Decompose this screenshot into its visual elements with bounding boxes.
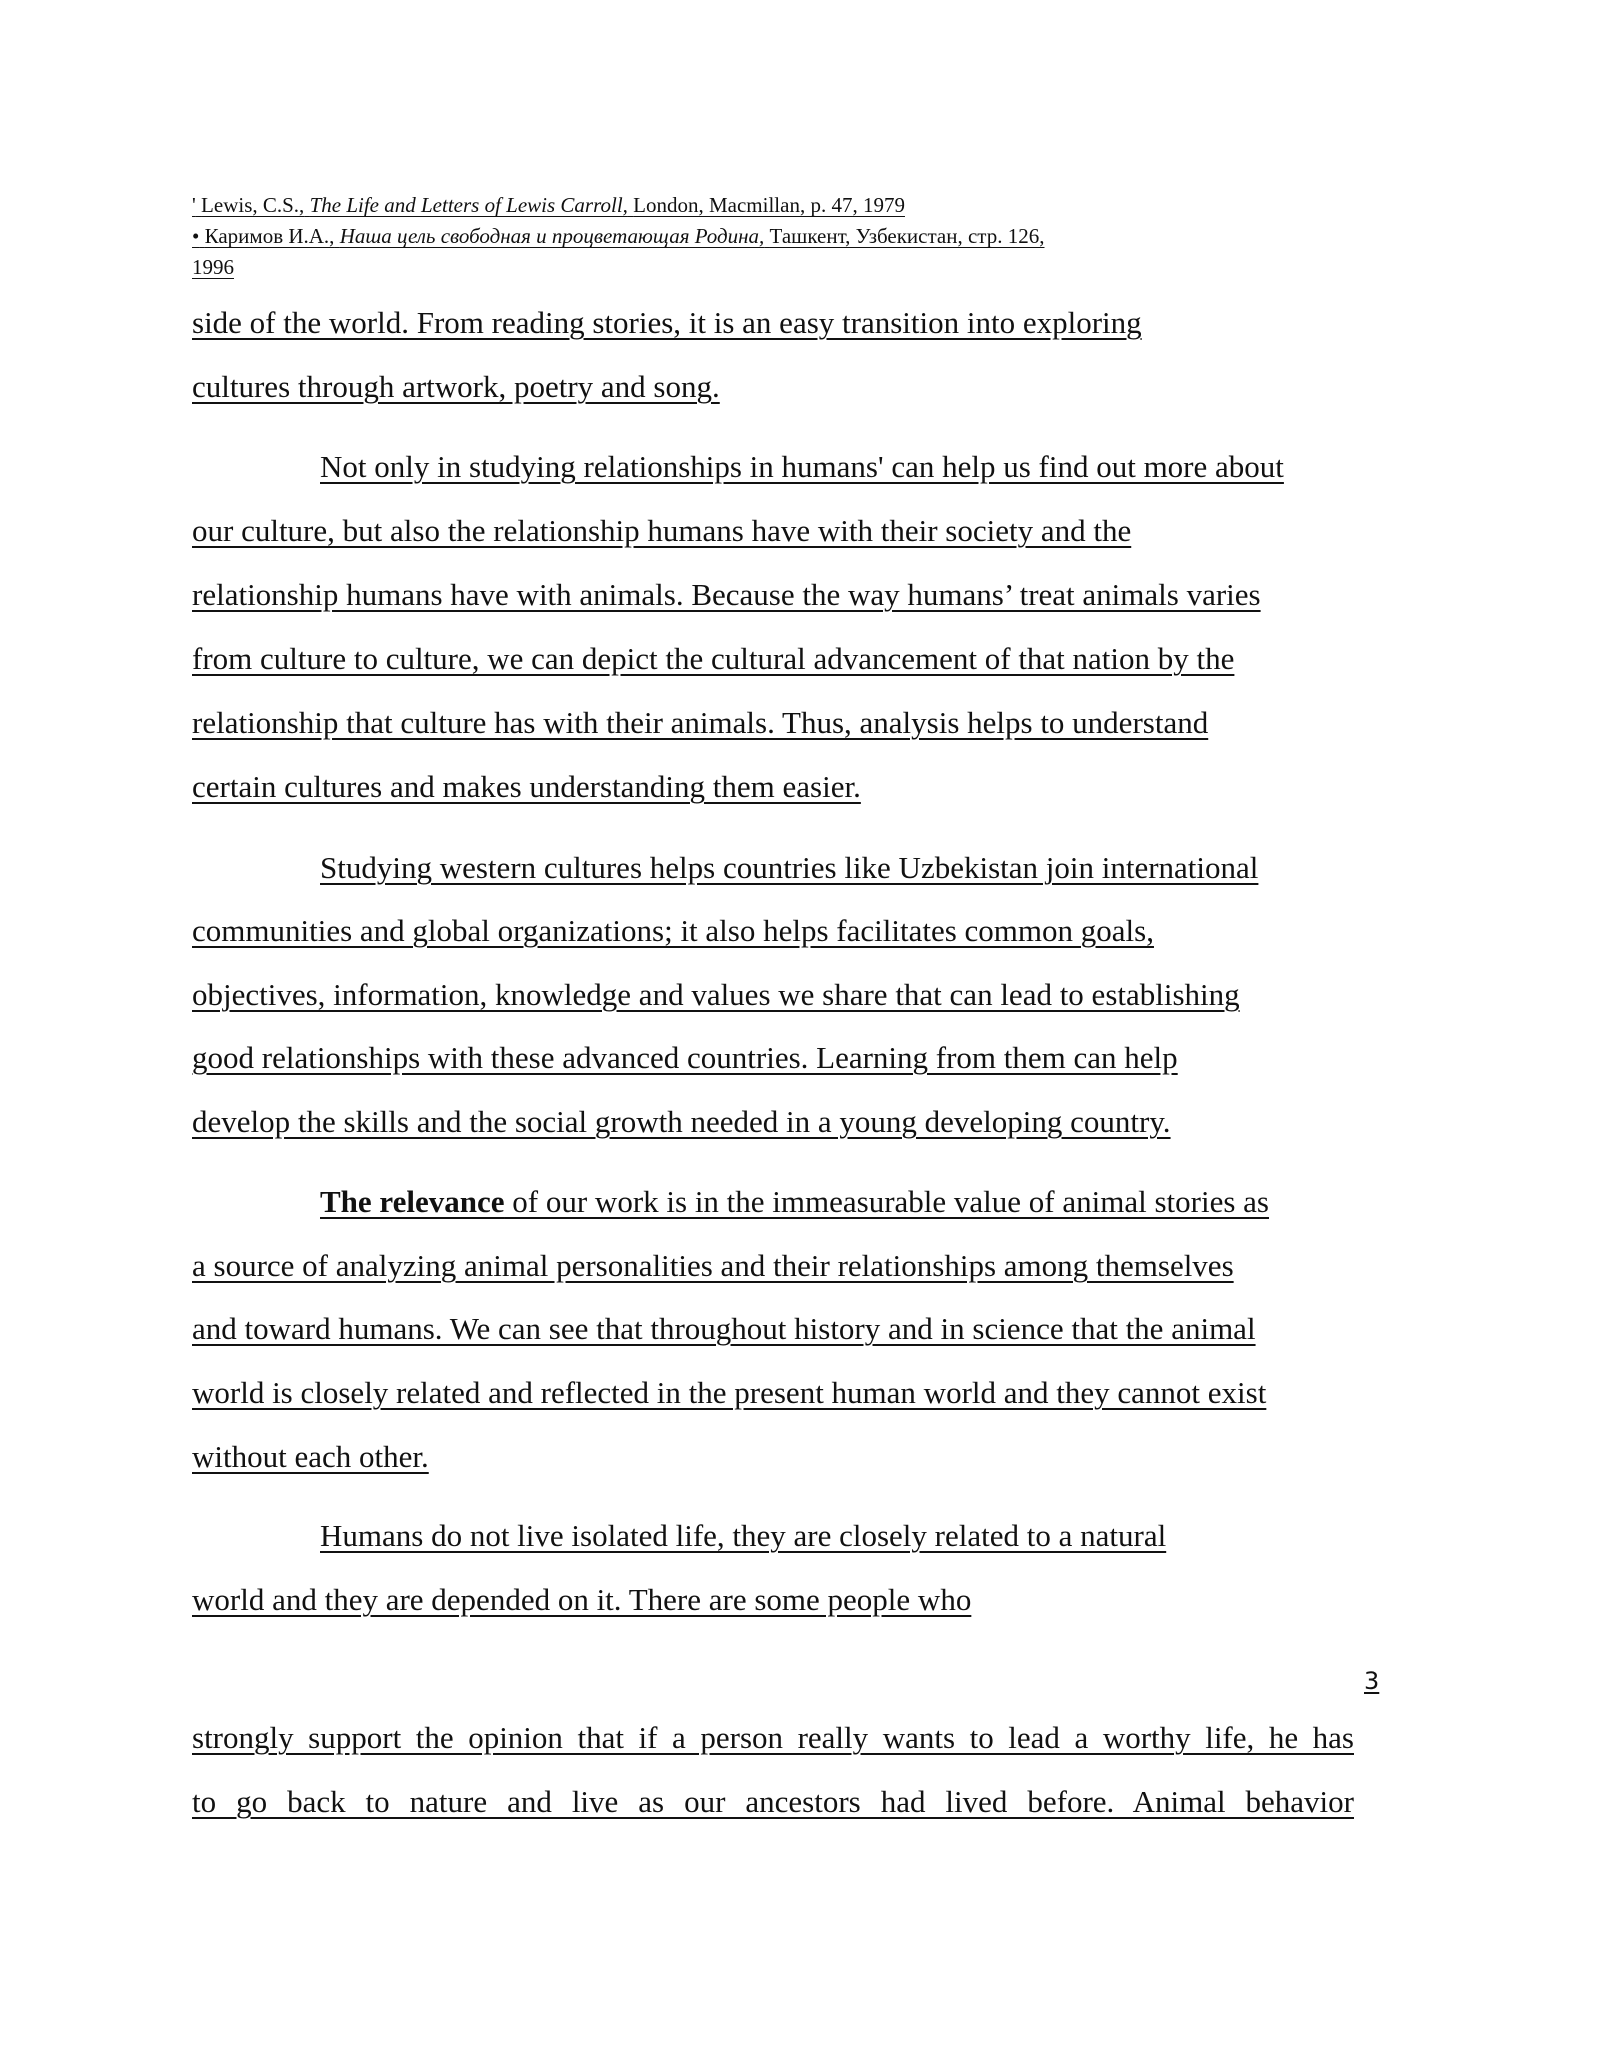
footnote-year: 1996 <box>192 255 234 279</box>
footnote-publication: Ташкент, Узбекистан, стр. 126, <box>769 224 1045 248</box>
footnote-title: The Life and Letters of Lewis Carroll, <box>309 193 628 217</box>
body-line <box>320 1182 1269 1222</box>
body-line: to go back to nature and live as our ancestors had lived before. Animal behavior <box>192 1784 1354 1819</box>
body-line: certain cultures and makes understanding them easier. <box>192 769 861 804</box>
body-line: develop the skills and the social growth needed in a young developing country. <box>192 1104 1171 1139</box>
body-line: world and they are depended on it. There are some people who <box>192 1582 972 1617</box>
body-line: a source of analyzing animal personalities and their relationships among themselves <box>192 1248 1234 1283</box>
body-line: side of the world. From reading stories, it is an easy transition into exploring <box>192 305 1142 340</box>
footnote-1 <box>192 190 1192 221</box>
body-line: Not only in studying relationships in humans' can help us find out more about <box>320 449 1284 484</box>
body-line: relationship humans have with animals. Because the way humans’ treat animals varies <box>192 577 1261 612</box>
body-line: cultures through artwork, poetry and song. <box>192 369 720 404</box>
footnote-2 <box>192 221 1192 252</box>
body-line: objectives, information, knowledge and values we share that can lead to establishing <box>192 977 1240 1012</box>
body-line: relationship that culture has with their animals. Thus, analysis helps to understand <box>192 705 1209 740</box>
footnote-mark: ' <box>192 193 196 217</box>
body-line: our culture, but also the relationship humans have with their society and the <box>192 513 1132 548</box>
relevance-heading: The relevance <box>320 1184 505 1219</box>
body-line: good relationships with these advanced countries. Learning from them can help <box>192 1040 1178 1075</box>
body-line: and toward humans. We can see that throughout history and in science that the animal <box>192 1311 1256 1346</box>
page-number: 3 <box>1364 1667 1380 1695</box>
body-line: communities and global organizations; it also helps facilitates common goals, <box>192 913 1154 948</box>
footnote-author: Lewis, C.S., <box>201 193 305 217</box>
footnote-2-year <box>192 252 1192 283</box>
body-line: without each other. <box>192 1439 429 1474</box>
body-text: of our work is in the immeasurable value of animal stories as <box>504 1184 1269 1219</box>
body-line: Humans do not live isolated life, they are closely related to a natural <box>320 1518 1167 1553</box>
footnote-title: Наша цель свободная и процветающая Родина, <box>339 224 765 248</box>
footnote-author: Каримов И.А., <box>204 224 335 248</box>
footnote-publication: London, Macmillan, p. 47, 1979 <box>633 193 905 217</box>
body-line: world is closely related and reflected in the present human world and they cannot exist <box>192 1375 1267 1410</box>
body-line: from culture to culture, we can depict the cultural advancement of that nation by the <box>192 641 1235 676</box>
body-line: Studying western cultures helps countries like Uzbekistan join international <box>320 850 1259 885</box>
body-line: strongly support the opinion that if a person really wants to lead a worthy life, he has <box>192 1720 1354 1755</box>
footnote-mark: • <box>192 224 200 248</box>
